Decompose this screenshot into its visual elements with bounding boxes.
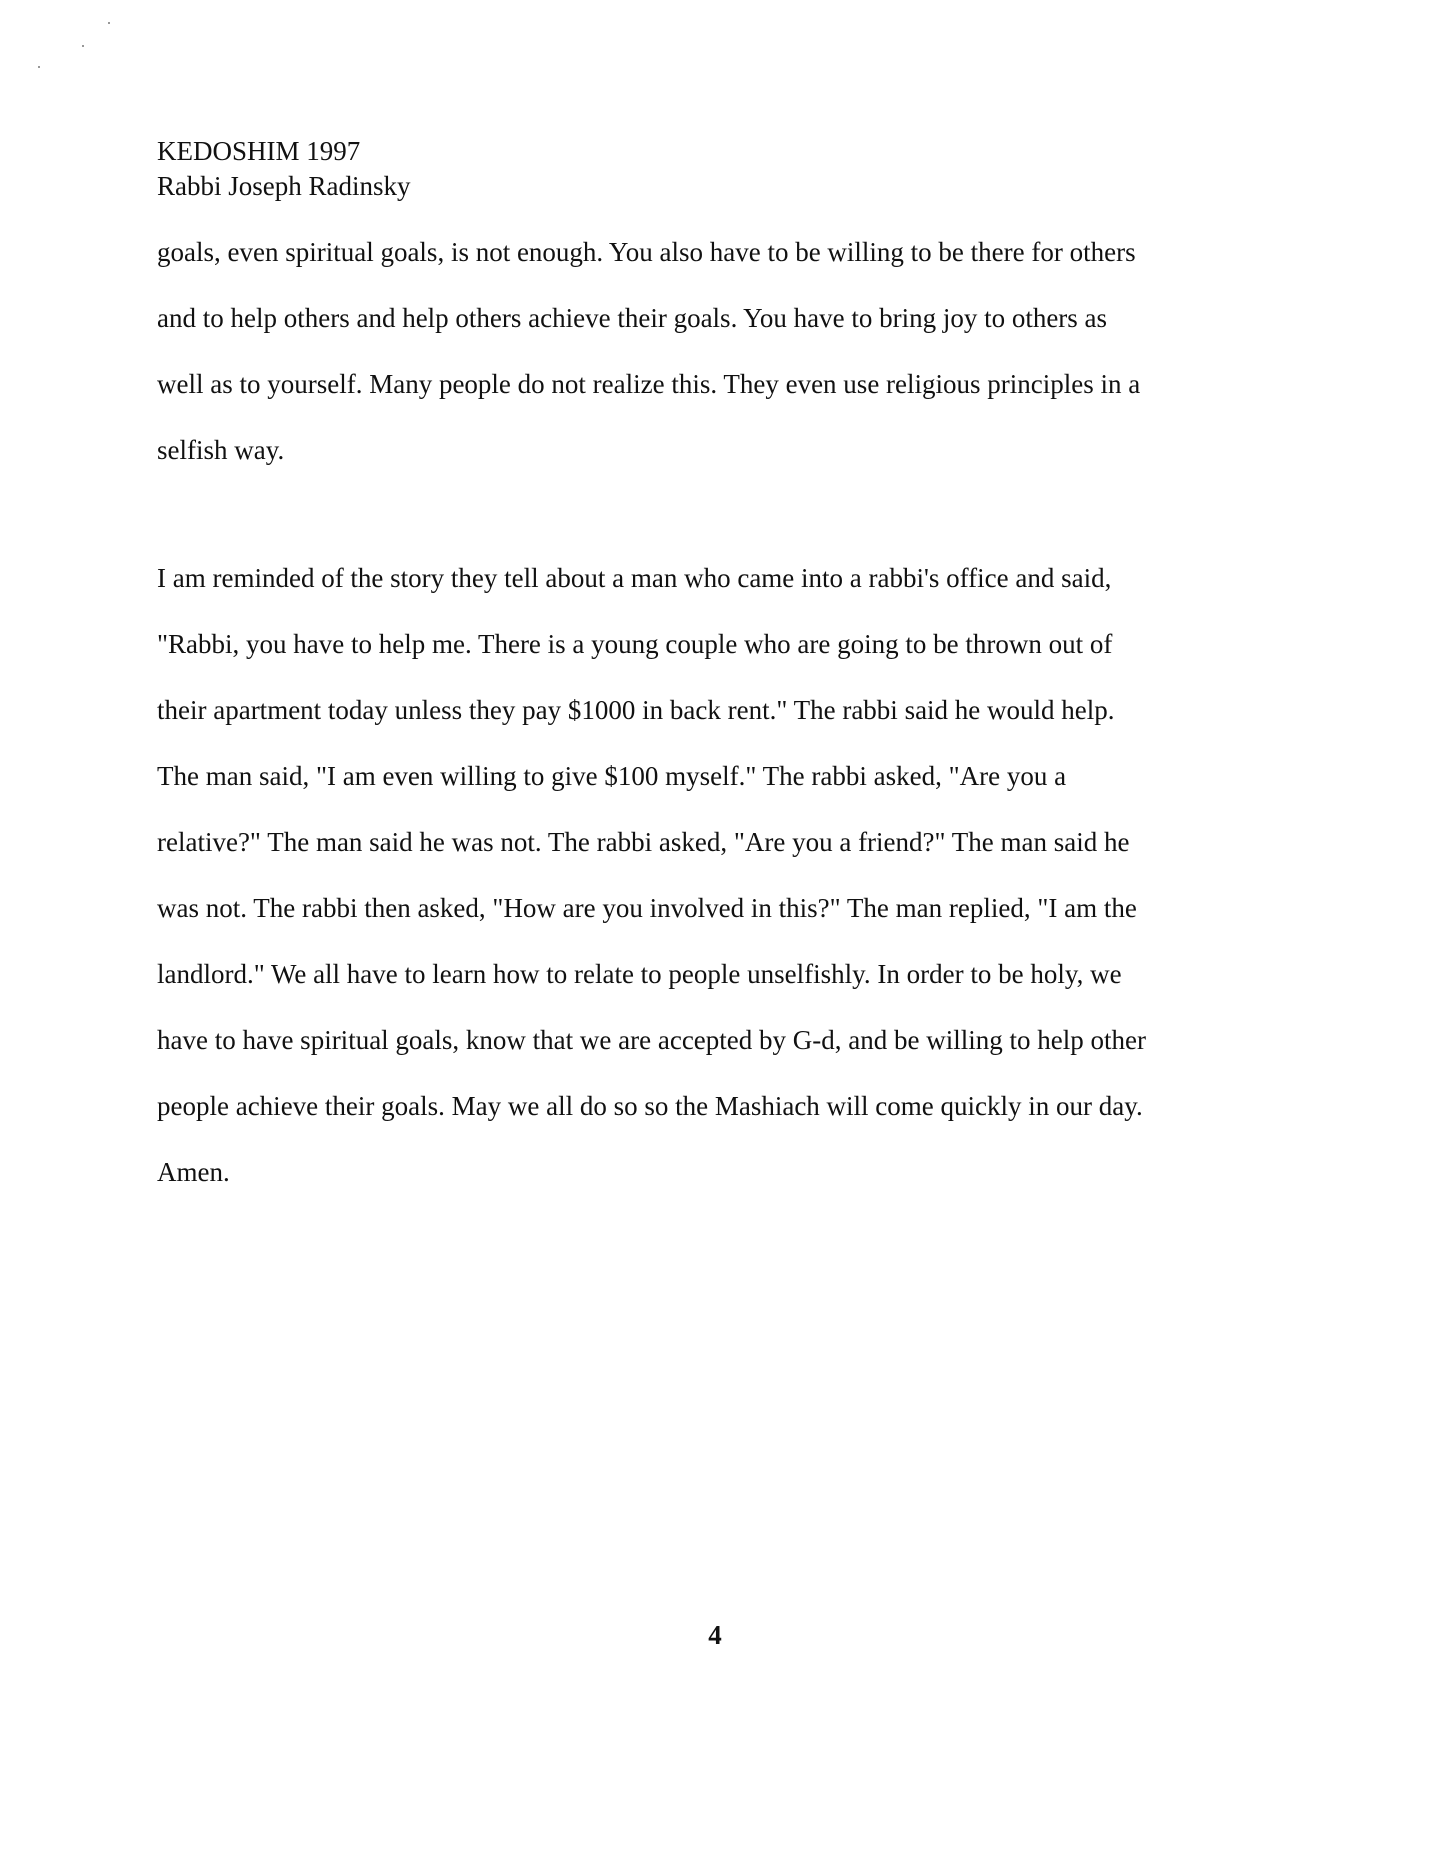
text-line: well as to yourself. Many people do not realize this. They even use religious principles in a	[157, 369, 1141, 399]
text-line: The man said, "I am even willing to give $100 myself." The rabbi asked, "Are you a	[157, 761, 1067, 791]
document-author: Rabbi Joseph Radinsky	[157, 171, 411, 201]
paragraph-1	[157, 219, 1267, 483]
text-line: Amen.	[157, 1157, 230, 1187]
text-line: landlord." We all have to learn how to relate to people unselfishly. In order to be holy, we	[157, 959, 1122, 989]
text-line: people achieve their goals. May we all do so so the Mashiach will come quickly in our day.	[157, 1091, 1143, 1121]
text-line: I am reminded of the story they tell about a man who came into a rabbi's office and said,	[157, 563, 1112, 593]
text-line: "Rabbi, you have to help me. There is a young couple who are going to be thrown out of	[157, 629, 1113, 659]
text-line: selfish way.	[157, 435, 285, 465]
scan-speck	[82, 45, 84, 47]
paragraph-2	[157, 545, 1267, 1205]
text-line: their apartment today unless they pay $1000 in back rent." The rabbi said he would help.	[157, 695, 1115, 725]
text-line: was not. The rabbi then asked, "How are you involved in this?" The man replied, "I am the	[157, 893, 1137, 923]
document-title: KEDOSHIM 1997	[157, 136, 361, 166]
text-line: goals, even spiritual goals, is not enough. You also have to be willing to be there for others	[157, 237, 1136, 267]
text-line: relative?" The man said he was not. The rabbi asked, "Are you a friend?" The man said he	[157, 827, 1130, 857]
scan-speck	[108, 22, 110, 24]
page-number: 4	[708, 1620, 722, 1650]
text-line: and to help others and help others achieve their goals. You have to bring joy to others as	[157, 303, 1108, 333]
document-header	[157, 134, 411, 204]
text-line: have to have spiritual goals, know that we are accepted by G-d, and be willing to help other	[157, 1025, 1146, 1055]
scan-speck	[38, 66, 40, 68]
